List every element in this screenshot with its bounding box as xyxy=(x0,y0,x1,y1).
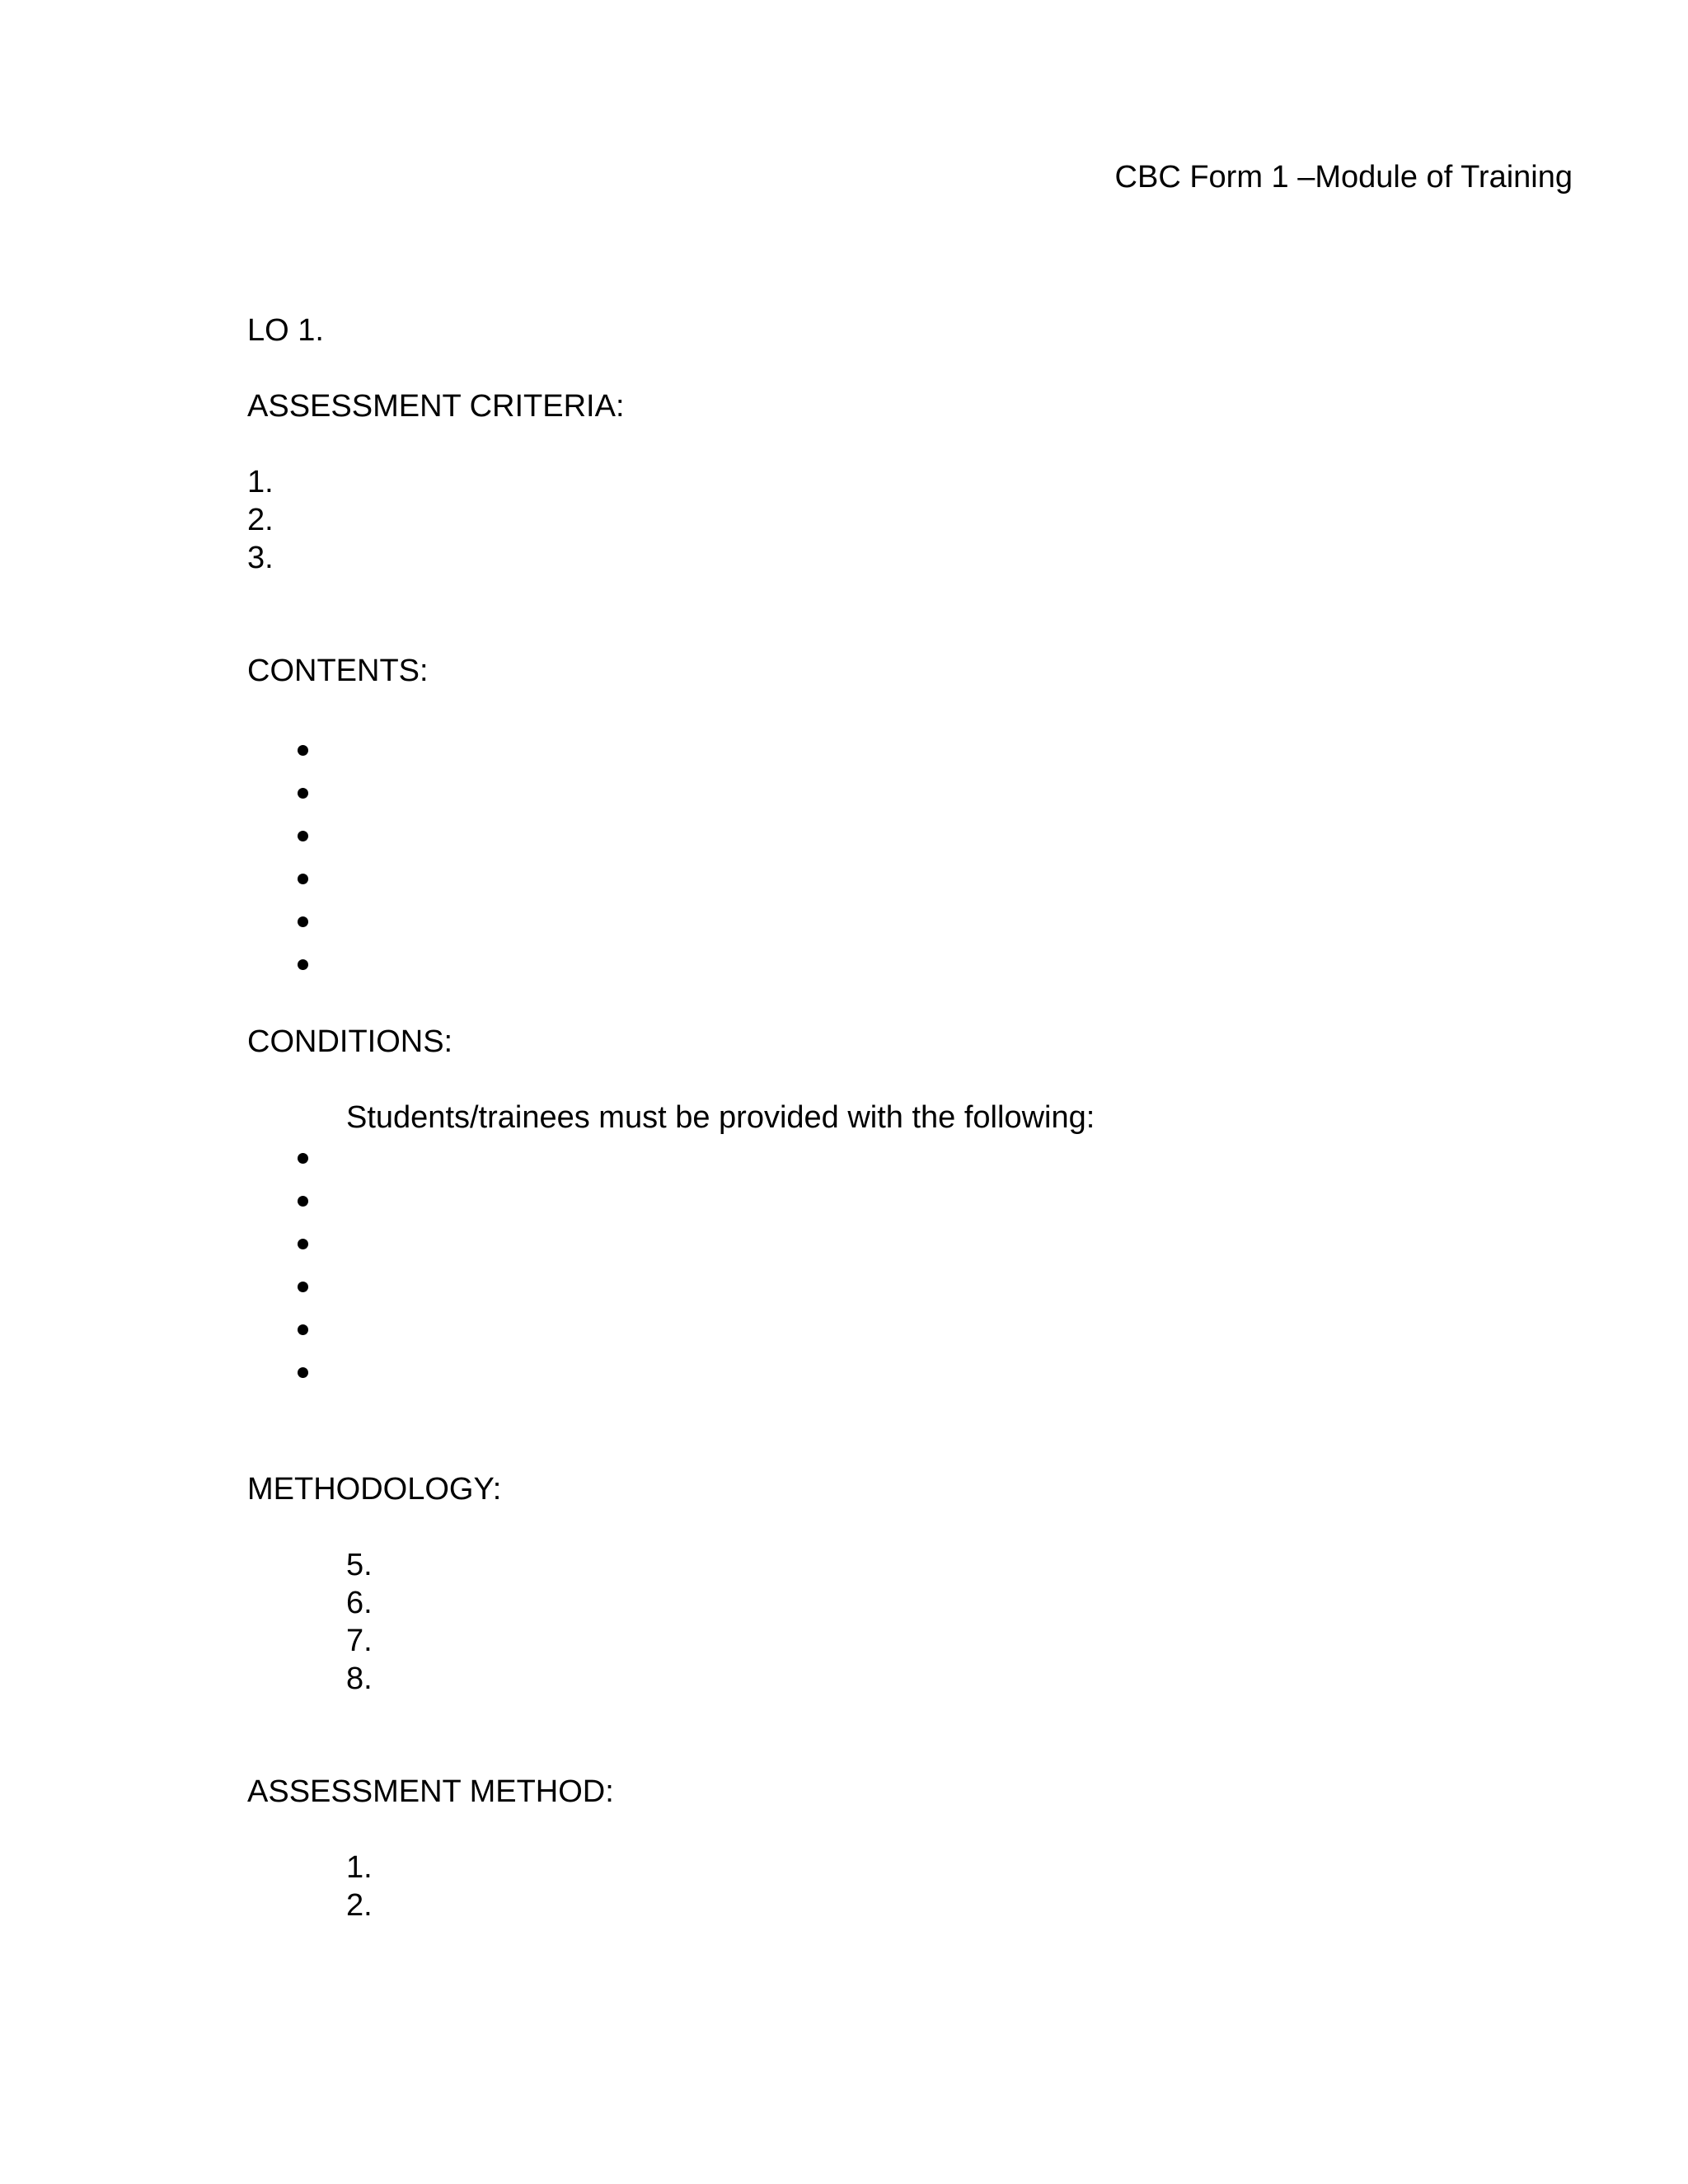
contents-bullet xyxy=(298,959,308,970)
conditions-intro: Students/trainees must be provided with the following: xyxy=(346,1100,1095,1135)
assessment-criteria-item: 2. xyxy=(247,503,274,537)
assessment-method-item: 2. xyxy=(346,1888,373,1923)
assessment-criteria-item: 3. xyxy=(247,541,274,575)
contents-bullet xyxy=(298,788,308,799)
methodology-heading: METHODOLOGY: xyxy=(247,1472,502,1507)
contents-bullet xyxy=(298,874,308,884)
contents-bullet xyxy=(298,831,308,841)
conditions-bullet xyxy=(298,1367,308,1378)
form-title: CBC Form 1 –Module of Training xyxy=(1114,160,1573,194)
assessment-criteria-heading: ASSESSMENT CRITERIA: xyxy=(247,389,625,424)
conditions-bullet xyxy=(298,1324,308,1335)
methodology-item: 6. xyxy=(346,1586,373,1620)
conditions-bullet xyxy=(298,1196,308,1207)
methodology-item: 7. xyxy=(346,1624,373,1658)
contents-heading: CONTENTS: xyxy=(247,654,429,688)
lo-label: LO 1. xyxy=(247,313,324,348)
contents-bullet xyxy=(298,916,308,927)
conditions-bullet xyxy=(298,1239,308,1249)
assessment-criteria-item: 1. xyxy=(247,465,274,499)
conditions-bullet xyxy=(298,1282,308,1292)
assessment-method-item: 1. xyxy=(346,1850,373,1885)
conditions-bullet xyxy=(298,1153,308,1164)
methodology-item: 5. xyxy=(346,1548,373,1582)
methodology-item: 8. xyxy=(346,1661,373,1696)
conditions-heading: CONDITIONS: xyxy=(247,1024,453,1059)
contents-bullet xyxy=(298,745,308,756)
assessment-method-heading: ASSESSMENT METHOD: xyxy=(247,1774,614,1809)
